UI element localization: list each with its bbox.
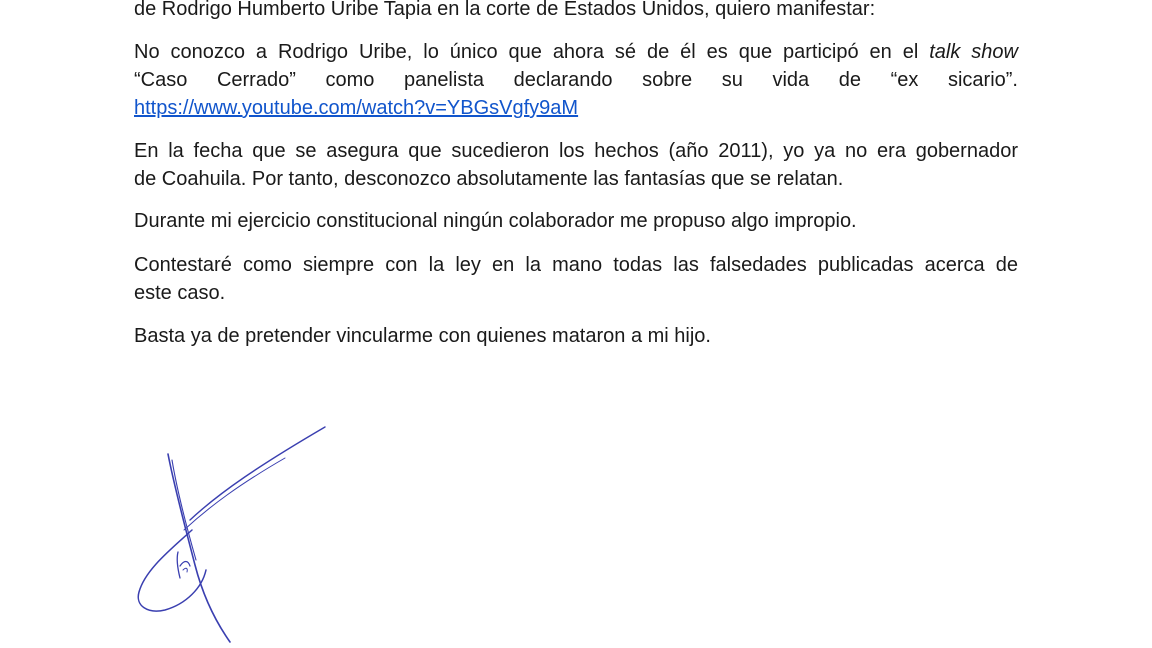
paragraph-uribe-line-3 [134, 94, 1018, 122]
paragraph-uribe-text-1: No conozco a Rodrigo Uribe, lo único que ahora sé de él es que participó en el [134, 41, 930, 63]
paragraph-mandate-text: Durante mi ejercicio constitucional ningún colaborador me propuso algo impropio. [134, 210, 857, 232]
paragraph-law-line-1: Contestaré como siempre con la ley en la mano todas las falsedades publicadas acerca de [134, 254, 1018, 276]
handwritten-signature [120, 420, 350, 648]
paragraph-dates-line-2: de Coahuila. Por tanto, desconozco absolutamente las fantasías que se relatan. [134, 168, 844, 190]
talk-show-phrase: talk show [929, 41, 1018, 63]
paragraph-closing-text: Basta ya de pretender vincularme con quienes mataron a mi hijo. [134, 325, 711, 347]
paragraph-dates-line-1: En la fecha que se asegura que sucedieron los hechos (año 2011), yo ya no era gobernador [134, 140, 1018, 162]
paragraph-dates [134, 137, 1018, 193]
paragraph-uribe-line-2: “Caso Cerrado” como panelista declarando sobre su vida de “ex sicario”. [134, 69, 1018, 91]
paragraph-law-line-2: este caso. [134, 282, 226, 304]
paragraph-uribe-line-1 [134, 38, 1018, 66]
paragraph-intro [134, 0, 1018, 23]
paragraph-law [134, 251, 1018, 307]
paragraph-uribe [134, 38, 1018, 122]
paragraph-mandate [134, 207, 1018, 235]
youtube-link[interactable]: https://www.youtube.com/watch?v=YBGsVgfy9aM [134, 97, 579, 119]
paragraph-closing [134, 322, 1018, 350]
intro-text: de Rodrigo Humberto Uribe Tapia en la corte de Estados Unidos, quiero manifestar: [134, 0, 876, 20]
